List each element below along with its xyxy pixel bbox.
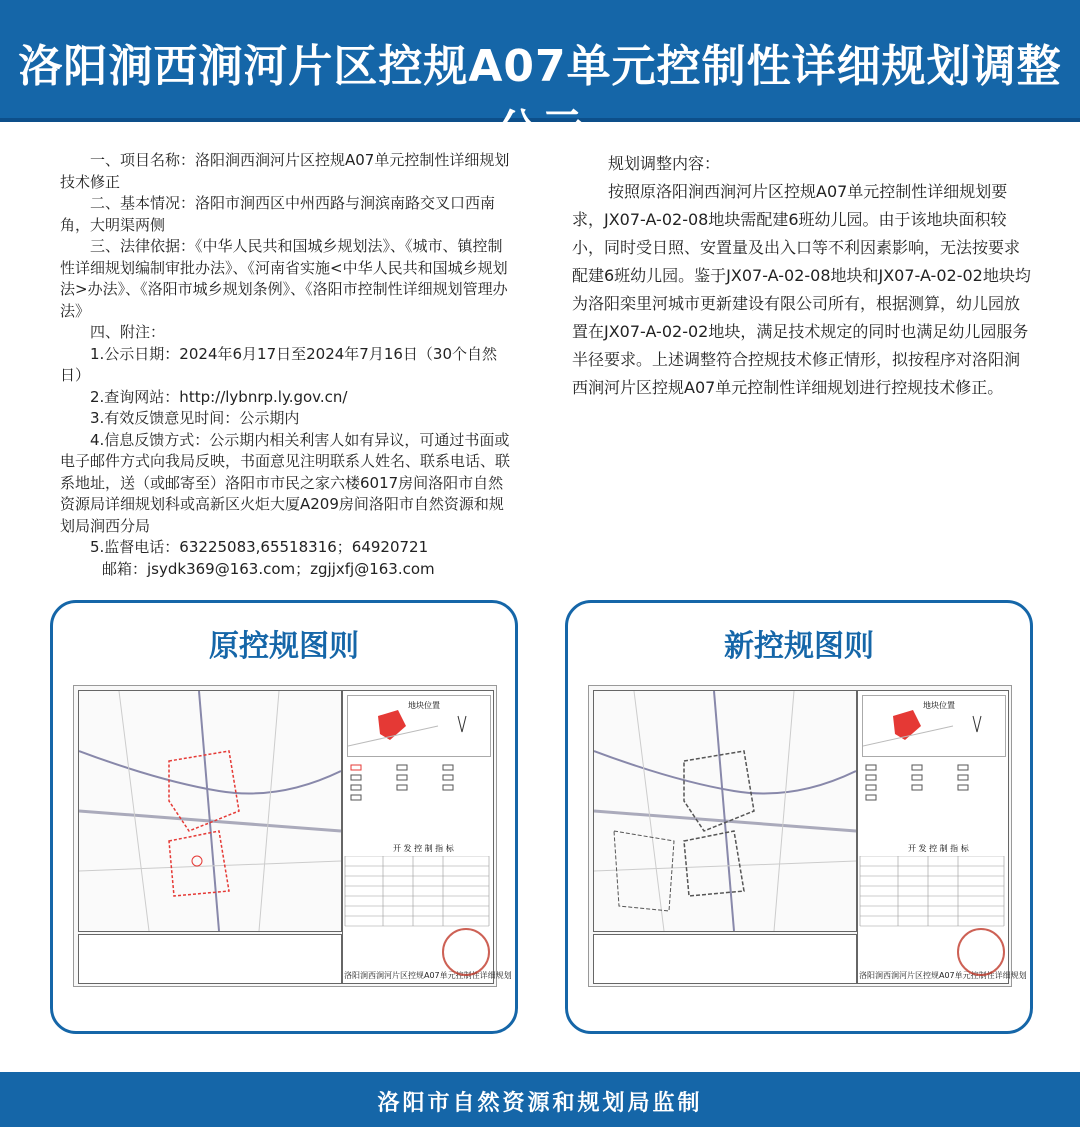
feedback-method: 4.信息反馈方式：公示期内相关利害人如有异议，可通过书面或电子邮件方式向我局反映，书面意见注明联系人姓名、联系电话、联系地址，送（或邮寄至）洛阳市市民之家六楼6017房间洛阳市自然资源局详细规划科或高新区火炬大厦A209房间洛阳市自然资源和规划局涧西分局 bbox=[60, 430, 511, 535]
revised-plan-map bbox=[588, 685, 1027, 987]
adjustment-body: 按照原洛阳涧西涧河片区控规A07单元控制性详细规划要求，JX07-A-02-08地块需配建6班幼儿园。由于该地块面积较小，同时受日照、安置量及出入口等不利因素影响，无法按要求配建6班幼儿园。鉴于JX07-A-02-08地块和JX07-A-02-02地块均为洛阳栾里河城市更新建设有限公司所有，根据测算，幼儿园放置在JX07-A-02-02地块，满足技术规定的同时也满足幼儿园服务半径要求。上述调整符合控规技术修正情形，拟按程序对洛阳涧西涧河片区控规A07单元控制性详细规划进行控规技术修正。 bbox=[572, 182, 1031, 397]
official-seal bbox=[957, 928, 1005, 976]
notice-dates: 1.公示日期：2024年6月17日至2024年7月16日（30个自然日） bbox=[60, 344, 498, 384]
contact-email[interactable]: 邮箱：jsydk369@163.com；zgjjxfj@163.com bbox=[102, 559, 435, 578]
footer-text: 洛阳市自然资源和规划局监制 bbox=[377, 1091, 703, 1116]
revised-plan-title: 新控规图则 bbox=[724, 629, 874, 664]
location-box bbox=[862, 695, 1006, 757]
location-label: 地块位置 bbox=[408, 701, 440, 710]
original-plan-panel bbox=[50, 600, 518, 1034]
notes-heading: 四、附注： bbox=[90, 323, 166, 341]
legal-basis: 三、法律依据：《中华人民共和国城乡规划法》、《城市、镇控制性详细规划编制审批办法》、《河南省实施<中华人民共和国城乡规划法>办法》、《洛阳市城乡规划条例》、《洛阳市控制性详细规划管理办法》 bbox=[60, 237, 508, 320]
original-plan-title: 原控规图则 bbox=[209, 629, 359, 664]
project-name: 一、项目名称：洛阳涧西涧河片区控规A07单元控制性详细规划技术修正 bbox=[60, 151, 510, 191]
map-drawing bbox=[593, 690, 857, 932]
location-box bbox=[347, 695, 491, 757]
location-label: 地块位置 bbox=[923, 701, 955, 710]
page-title: 洛阳涧西涧河片区控规A07单元控制性详细规划调整公示 bbox=[18, 41, 1062, 156]
road-network-drawing bbox=[594, 691, 856, 931]
map-notes-box bbox=[78, 934, 342, 984]
legend-area bbox=[862, 761, 1004, 831]
legend-drawing bbox=[347, 761, 489, 831]
legend-drawing bbox=[862, 761, 1004, 831]
notice-left-column bbox=[60, 150, 515, 580]
map-notes-box bbox=[593, 934, 857, 984]
original-plan-map bbox=[73, 685, 512, 987]
revised-plan-panel bbox=[565, 600, 1033, 1034]
feedback-period: 3.有效反馈意见时间：公示期内 bbox=[90, 409, 300, 427]
map-footer-title: 洛阳涧西涧河片区控规A07单元控制性详细规划 bbox=[859, 971, 1027, 980]
dev-control-label: 开 发 控 制 指 标 bbox=[908, 844, 969, 853]
dev-control-label: 开 发 控 制 指 标 bbox=[393, 844, 454, 853]
adjustment-heading: 规划调整内容： bbox=[608, 154, 721, 173]
map-footer-title: 洛阳涧西涧河片区控规A07单元控制性详细规划 bbox=[344, 971, 512, 980]
query-website[interactable]: 2.查询网站：http://lybnrp.ly.gov.cn/ bbox=[90, 387, 348, 406]
adjustment-right-column bbox=[572, 150, 1034, 402]
supervision-phone: 5.监督电话：63225083,65518316；64920721 bbox=[90, 538, 429, 556]
map-drawing bbox=[78, 690, 342, 932]
basic-info: 二、基本情况：洛阳市涧西区中州西路与涧滨南路交叉口西南角，大明渠两侧 bbox=[60, 194, 496, 234]
official-seal bbox=[442, 928, 490, 976]
road-network-drawing bbox=[79, 691, 341, 931]
legend-area bbox=[347, 761, 489, 831]
